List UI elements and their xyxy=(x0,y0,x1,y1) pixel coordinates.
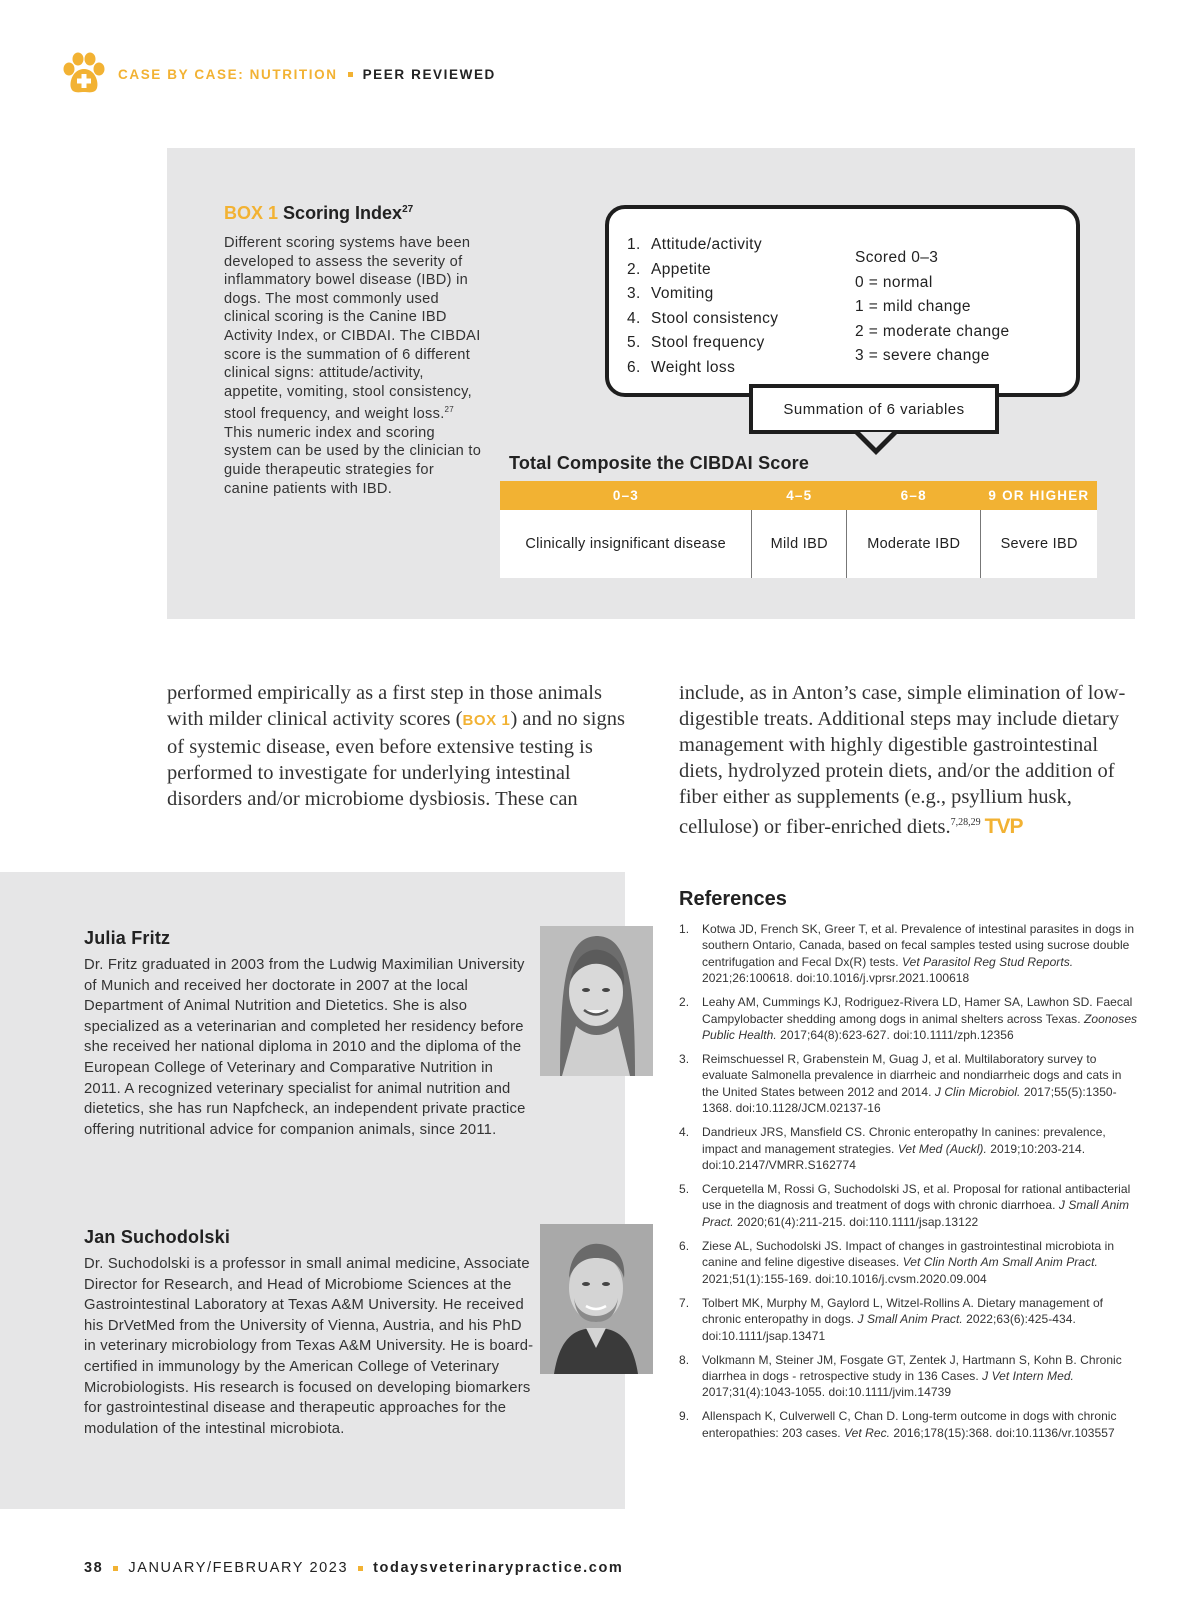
reference-citation: 2017;55(5):1350-1368. doi:10.1128/JCM.02137-16 xyxy=(702,1084,1117,1116)
peer-reviewed-label: PEER REVIEWED xyxy=(362,66,496,82)
reference-journal: Vet Med (Auckl). xyxy=(897,1141,987,1156)
reference-citation: 2017;64(8):623-627. doi:10.1111/zph.12356 xyxy=(776,1028,1014,1043)
box-1-description-part2: This numeric index and scoring system can be used by the clinician to guide therapeutic strategies for canine patients with IBD. xyxy=(224,424,482,497)
authors-panel xyxy=(0,872,625,1509)
table-row xyxy=(500,510,1097,578)
score-legend-item: 3 = severe change xyxy=(855,347,990,364)
body-text: performed empirically as a first step in those animals with milder clinical activity scores ( xyxy=(167,682,602,730)
references-list xyxy=(679,921,1139,1441)
box-1-description-part1: Different scoring systems have been developed to assess the severity of inflammatory bowel disease (IBD) in dogs. The most commonly used clinical scoring is the Canine IBD Activity Index, or CIBDAI. The CIBDAI score is the summation of 6 different clinical signs: attitude/activity, appetite, vomiting, stool consistency, stool frequency, and weight loss. xyxy=(224,235,481,423)
reference-text: Allenspach K, Culverwell C, Chan D. Long-term outcome in dogs with chronic enteropathies: 203 cases. xyxy=(702,1409,1117,1440)
author-bio xyxy=(84,928,534,1140)
author-name: Jan Suchodolski xyxy=(84,1227,231,1247)
reference-citation: 2021;26:100618. doi:10.1016/j.vprsr.2021.100618 xyxy=(702,971,970,986)
reference-journal: J Vet Intern Med. xyxy=(982,1368,1074,1383)
author-bio-text: Dr. Suchodolski is a professor in small animal medicine, Associate Director for Research, and Head of Microbiome Sciences at the Gastrointestinal Laboratory at Texas A&M University. He received his DrVetMed from the University of Vienna, Austria, and his PhD in veterinary microbiology from Texas A&M University. He is board-certified in immunology by the American College of Veterinary Microbiologists. His research is focused on developing biomarkers for gastrointestinal disease and therapeutic approaches for the modulation of the intestinal microbiota. xyxy=(84,1256,534,1437)
citation-superscript: 7,28,29 xyxy=(950,817,981,828)
table-cell xyxy=(752,510,847,578)
box-1-panel xyxy=(167,148,1135,619)
variable-number: 2. xyxy=(627,260,641,278)
reference-number: 6. xyxy=(679,1238,690,1253)
separator-dot xyxy=(358,1566,363,1571)
variable-item xyxy=(627,356,778,381)
reference-journal: Vet Rec. xyxy=(844,1425,891,1440)
table-header-cell: 0–3 xyxy=(500,481,752,510)
reference-number: 1. xyxy=(679,922,690,936)
variable-number: 5. xyxy=(627,334,641,351)
reference-journal: Vet Clin North Am Small Anim Pract. xyxy=(902,1255,1098,1270)
reference-item xyxy=(679,1295,1139,1344)
author-name: Julia Fritz xyxy=(84,928,171,948)
table-cell-text: Severe IBD xyxy=(1000,536,1078,552)
reference-number: 4. xyxy=(679,1125,690,1140)
reference-journal: J Small Anim Pract. xyxy=(857,1312,963,1327)
box-1-title-text: Scoring Index xyxy=(283,203,403,223)
reference-number: 5. xyxy=(679,1182,690,1197)
score-legend xyxy=(855,246,1010,369)
paw-plus-icon xyxy=(60,52,108,96)
reference-number: 3. xyxy=(679,1052,690,1067)
table-header-row xyxy=(500,481,1097,510)
table-cell-text: Clinically insignificant disease xyxy=(525,536,726,552)
reference-item xyxy=(679,1408,1139,1441)
reference-citation: 2016;178(15):368. doi:10.1136/vr.103557 xyxy=(890,1425,1115,1440)
variable-item xyxy=(627,307,778,332)
page-footer xyxy=(84,1560,623,1576)
body-column-left xyxy=(167,680,627,812)
box-1-description-ref: 27 xyxy=(444,405,455,415)
variable-label: Vomiting xyxy=(651,285,714,302)
box-1-description xyxy=(224,234,482,498)
variable-item xyxy=(627,282,778,307)
variable-label: Stool frequency xyxy=(651,334,765,351)
summation-box: Summation of 6 variables xyxy=(749,384,999,434)
score-table-title: Total Composite the CIBDAI Score xyxy=(509,453,810,473)
table-header-cell: 6–8 xyxy=(847,481,981,510)
page-header xyxy=(60,52,496,96)
variable-label: Appetite xyxy=(651,260,712,278)
reference-text: Volkmann M, Steiner JM, Fosgate GT, Zentek J, Hartmann S, Kohn B. Chronic diarrhea in dogs - retrospective study in 136 Cases. xyxy=(702,1352,1122,1383)
reference-text: Dandrieux JRS, Mansfield CS. Chronic enteropathy In canines: prevalence, impact and management strategies. xyxy=(702,1125,1106,1156)
score-legend-item: 1 = mild change xyxy=(855,298,971,315)
body-column-right xyxy=(679,680,1139,840)
issue-date: JANUARY/FEBRUARY 2023 xyxy=(128,1560,349,1576)
variable-item xyxy=(627,258,778,283)
page-number: 38 xyxy=(84,1560,104,1576)
reference-item xyxy=(679,921,1139,987)
variable-item xyxy=(627,331,778,356)
author-photo xyxy=(540,926,653,1076)
reference-journal: Zoonoses Public Health. xyxy=(702,1011,1138,1043)
reference-journal: Vet Parasitol Reg Stud Reports. xyxy=(901,954,1074,969)
reference-journal: J Clin Microbiol. xyxy=(934,1084,1021,1099)
cibdai-score-table xyxy=(500,481,1097,578)
box-1-label: BOX 1 xyxy=(224,203,279,223)
reference-citation: 2021;51(1):155-169. doi:10.1016/j.cvsm.2020.09.004 xyxy=(702,1271,987,1286)
reference-item xyxy=(679,1238,1139,1287)
reference-number: 8. xyxy=(679,1352,690,1367)
reference-citation: 2020;61(4):211-215. doi:110.1111/jsap.13122 xyxy=(733,1214,979,1229)
table-cell-text: Mild IBD xyxy=(770,536,828,552)
table-cell xyxy=(500,510,752,578)
box-1-link[interactable]: BOX 1 xyxy=(462,712,511,729)
score-legend-item: Scored 0–3 xyxy=(855,249,939,266)
table-cell xyxy=(981,510,1097,578)
references-heading: References xyxy=(679,888,787,910)
table-header-cell: 4–5 xyxy=(752,481,847,510)
tvp-end-mark: TVP xyxy=(984,814,1023,838)
author-photo xyxy=(540,1224,653,1374)
variable-label: Attitude/activity xyxy=(651,236,763,253)
reference-text: Tolbert MK, Murphy M, Gaylord L, Witzel-Rollins A. Dietary management of chronic enteropathy in dogs. xyxy=(702,1295,1104,1327)
reference-citation: 2022;63(6):425-434. doi:10.1111/jsap.13471 xyxy=(702,1312,1076,1343)
reference-text: Ziese AL, Suchodolski JS. Impact of changes in gastrointestinal microbiota in canine and feline digestive diseases. xyxy=(702,1238,1115,1270)
reference-number: 2. xyxy=(679,995,690,1010)
variable-item xyxy=(627,233,778,258)
reference-text: Leahy AM, Cummings KJ, Rodriguez-Rivera LD, Hamer SA, Lawhon SD. Faecal Campylobacter shedding among dogs in animal shelters across Texas. xyxy=(702,995,1133,1026)
box-1-title xyxy=(224,203,413,224)
variable-number: 3. xyxy=(627,285,641,302)
reference-item xyxy=(679,1352,1139,1401)
score-legend-item: 0 = normal xyxy=(855,273,933,291)
box-1-title-ref: 27 xyxy=(402,204,414,215)
separator-dot xyxy=(113,1566,118,1571)
author-bio-text: Dr. Fritz graduated in 2003 from the Ludwig Maximilian University of Munich and received her doctorate in 2007 at the local Department of Animal Nutrition and Dietetics. She is also specialized as a veterinarian and completed her residency before she received her national diploma in 2010 and the diploma of the European College of Veterinary and Comparative Nutrition in 2011. A recognized veterinary specialist for animal nutrition and dietetics, she has run Napfcheck, an independent private practice offering nutritional advice for companion animals, since 2011. xyxy=(84,957,526,1138)
body-text: ) and no signs of systemic disease, even before extensive testing is performed to investigate for underlying intestinal disorders and/or microbiome dysbiosis. These can xyxy=(167,708,625,810)
references-section xyxy=(679,888,1139,1449)
variables-speech-bubble xyxy=(605,205,1080,397)
reference-item xyxy=(679,1051,1139,1117)
reference-number: 9. xyxy=(679,1409,690,1424)
reference-item xyxy=(679,1124,1139,1173)
variable-label: Weight loss xyxy=(651,358,736,376)
reference-item xyxy=(679,994,1139,1043)
variables-list xyxy=(627,233,778,380)
reference-citation: 2017;31(4):1043-1055. doi:10.1111/jvim.14739 xyxy=(702,1385,952,1400)
table-cell xyxy=(847,510,981,578)
author-bio xyxy=(84,1227,534,1439)
reference-item xyxy=(679,1181,1139,1230)
reference-text: Cerquetella M, Rossi G, Suchodolski JS, et al. Proposal for rational antibacterial use in the diagnosis and treatment of dogs with chronic diarrhoea. xyxy=(702,1182,1131,1213)
score-legend-item: 2 = moderate change xyxy=(855,322,1010,340)
reference-number: 7. xyxy=(679,1295,690,1310)
variable-number: 1. xyxy=(627,236,641,253)
variable-label: Stool consistency xyxy=(651,309,779,327)
reference-text: Kotwa JD, French SK, Greer T, et al. Prevalence of intestinal parasites in dogs in southern Ontario, Canada, based on fecal samples tested using sucrose double centrifugation and Fecal Dx(R) tests. xyxy=(702,922,1135,969)
table-header-cell: 9 OR HIGHER xyxy=(981,481,1097,510)
body-text: include, as in Anton’s case, simple elimination of low-digestible treats. Additional steps may include dietary management with highly digestible gastrointestinal diets, hydrolyzed protein diets, and/or the addition of fiber either as supplements (e.g., psyllium husk, cellulose) or fiber-enriched diets. xyxy=(679,682,1126,838)
reference-text: Reimschuessel R, Grabenstein M, Guag J, et al. Multilaboratory survey to evaluate Salmonella prevalence in diarrheic and nondiarrheic dogs and cats in the United States between 2012 and 2014. xyxy=(702,1052,1122,1099)
reference-citation: 2019;10:203-214. doi:10.2147/VMRR.S162774 xyxy=(702,1141,1086,1173)
separator-dot xyxy=(348,72,353,77)
arrow-down-inner xyxy=(860,432,892,448)
variable-number: 6. xyxy=(627,358,641,376)
table-cell-text: Moderate IBD xyxy=(867,536,961,552)
website-link[interactable]: todaysveterinarypractice.com xyxy=(373,1560,624,1576)
section-label: CASE BY CASE: NUTRITION xyxy=(118,66,338,82)
reference-journal: J Small Anim Pract. xyxy=(702,1198,1130,1229)
variable-number: 4. xyxy=(627,309,641,327)
